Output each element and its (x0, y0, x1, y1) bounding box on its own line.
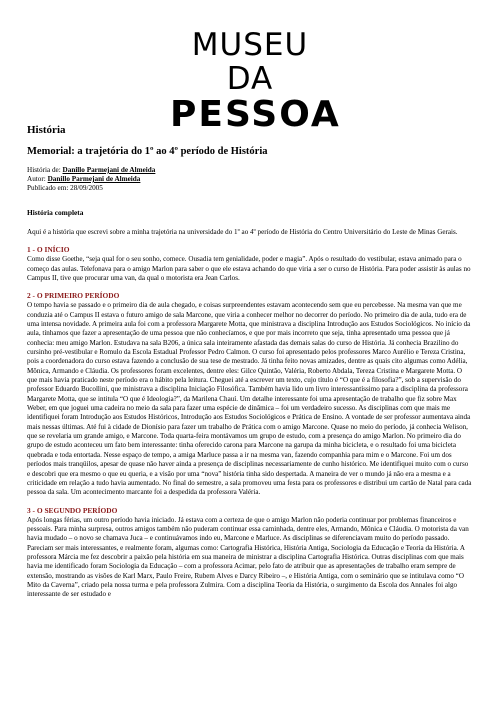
section-title: História (27, 124, 66, 136)
published-date: Publicado em: 28/09/2005 (27, 184, 103, 192)
history-of-line (27, 166, 473, 175)
history-author-link[interactable]: Danillo Parmejani de Almeida (62, 166, 156, 174)
story-section (27, 245, 473, 283)
section-heading: 1 - O INÍCIO (27, 245, 70, 255)
metadata-block (27, 166, 473, 193)
section-heading: 3 - O SEGUNDO PERÍODO (27, 505, 118, 515)
document-title: Memorial: a trajetória do 1º ao 4º período de História (27, 146, 268, 157)
museu-da-pessoa-logo[interactable] (170, 27, 341, 135)
history-of-label: História de: (27, 166, 63, 174)
author-label: Autor: (27, 175, 48, 183)
logo-line-2: PESSOA (170, 94, 341, 135)
story-section (27, 291, 473, 497)
section-body: Após longas férias, um outro período havia iniciado. Já estava com a certeza de que o amigo Marlon não poderia continuar por problemas financeiros e pessoais. Para minha surpresa, outros amigos também não puderam continuar essa caminhada, dentre eles, Armando, Mônica e Cláudia. O motorista da van havia mudado – o novo se chamava Juca – e continuávamos indo eu, Marcone e Marluce. As disciplinas se diferenciavam muito do período passado. Pareciam ser mais interessantes, e realmente foram, algumas como: Cartografia Histórica, História Antiga, Sociologia da Educação e Teoria da História. A professora Márcia me fez descobrir a paixão pela história em sua maneira de ministrar a disciplina Cartografia Histórica. Outras disciplinas com que mais havia me identificado foram Sociologia da Educação – com a professora Acimar, pelo fato de atribuir que as apresentações de trabalho eram sempre de extensão, mostrando as visões de Karl Marx, Paulo Freire, Rubem Alves e Darcy Ribeiro –, e História Antiga, com o seminário que se intitulava como “O Mito da Caverna”, criado pela nossa turma e pela professora Zulmira. Com a disciplina Teoria da História, o surgimento da Escola dos Annales foi algo interessante de ser estudado e (27, 515, 469, 599)
author-line (27, 175, 473, 184)
complete-story-heading: História completa (27, 208, 84, 217)
author-link[interactable]: Danillo Parmejani de Almeida (47, 175, 141, 183)
section-body: Como disse Goethe, “seja qual for o seu sonho, comece. Ousadia tem genialidade, poder e magia”. Após o resultado do vestibular, estava animado para o começo das aulas. Telefonava para o amigo Marlon para saber o que ele estava achando do que viria a ser o curso de História. Para poder assistir às aulas no Campus II, tive que procurar uma van, da qual o motorista era Jean Carlos. (27, 255, 471, 282)
section-heading: 2 - O PRIMEIRO PERÍODO (27, 291, 120, 301)
logo-line-1: MUSEU DA (191, 27, 309, 97)
story-section (27, 506, 473, 600)
main-content (27, 124, 473, 608)
intro-paragraph: Aqui é a história que escrevi sobre a minha trajetória na universidade do 1º ao 4º período de História do Centro Universitário do Leste de Minas Gerais. (27, 228, 458, 236)
section-body: O tempo havia se passado e o primeiro dia de aula chegado, e coisas surpreendentes estavam acontecendo sem que eu percebesse. Na mesma van que me conduzia até o Campus II estava o futuro amigo de sala Marcone, que viria a conhecer melhor no decorrer do período. No primeiro dia de aula, tudo era de uma intensa novidade. A primeira aula foi com a professora Margarete Motta, que ministrava a disciplina Introdução aos Estudos Sociológicos. No início da aula, tínhamos que fazer a apresentação de uma pessoa que não conhecíamos, e que por mais incorreto que seja, tinha apresentado uma pessoa que já conhecia: meu amigo Marlon. Estudava na sala B206, a única sala inteiramente afastada das demais salas do curso de História. Já conhecia Brazilino do cursinho pré-vestibular e Romulo da Escola Estadual Professor Pedro Calmon. O curso foi apresentado pelos professores Marco Aurélio e Tereza Cristina, pois a coordenadora do curso estava fazendo a conclusão de sua tese de mestrado. Já tinha feito novas amizades, dentre as quais cito algumas como Adélia, Mônica, Armando e Cláudia. Os professores foram excelentes, dentre eles: Gilce Quintão, Valéria, Roberto Abdala, Tereza Cristina e Margarete Motta. O que mais havia praticado neste período era o hábito pela leitura. Cheguei até a escrever um texto, cujo título é “O que é a filosofia?”, sob a supervisão do professor Eduardo Bucollini, que ministrava a disciplina Iniciação Filosófica. Também havia lido um livro interessantíssimo para a disciplina da professora Margarete Motta, que se intitula “O que é Ideologia?”, da Marilena Chauí. Um detalhe interessante foi uma apresentação de trabalho que fiz sobre Max Weber, em que joguei uma cadeira no meio da sala para fazer uma espécie de dinâmica – foi um verdadeiro sucesso. As disciplinas com que mais me identifiquei foram Introdução aos Estudos Históricos, Introdução aos Estudos Sociológicos e Prática de Ensino. A vontade de ser professor aumentava ainda mais nessas últimas. Até fui à cidade de Dionísio para fazer um trabalho de Prática com o amigo Marcone. Quase no meio do período, já conhecia Welison, que se revelaria um grande amigo, e Marcone. Toda quarta-feira montávamos um grupo de estudo, com a presença do amigo Marlon. No primeiro dia do grupo de estudo aconteceu um fato bem interessante: tinha oferecido carona para Marcone na garupa da minha bicicleta, e o resultado foi uma bicicleta quebrada e toda entortada. Nesse espaço de tempo, a amiga Marluce passa a ir na mesma van, fazendo companhia para mim e o Marcone. Foi um dos períodos mais tranqüilos, apesar de quase não haver ainda a presença de disciplinas necessariamente de cunho histórico. Me identifiquei muito com o curso e descobri que era mesmo o que eu queria, e a visão por uma “nova” história tinha sido despertada. A maneira de ver o mundo já não era a mesma e a criticidade em relação a tudo havia aumentado. No final do semestre, a sala promoveu uma festa para os professores e distribui um cartão de Natal para cada pessoa da sala. Um acontecimento marcante foi a despedida da professora Valéria. (27, 301, 472, 497)
